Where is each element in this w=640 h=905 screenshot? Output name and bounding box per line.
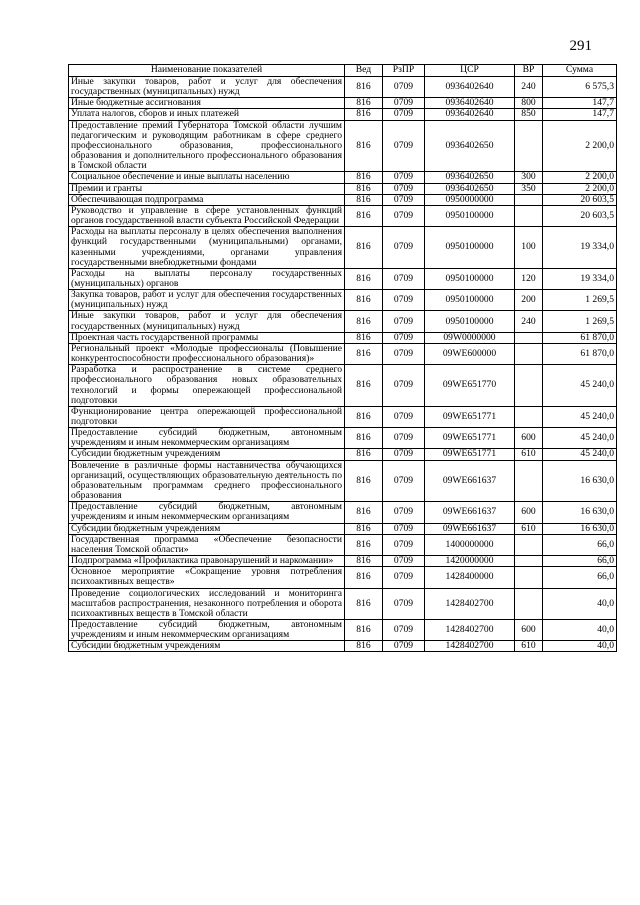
cell-csr: 1420000000: [425, 556, 515, 567]
cell-rzpr: 0709: [383, 343, 425, 364]
cell-name: Предоставление субсидий бюджетным, автономным учреждениям и иным некоммерческим организациям: [69, 502, 345, 523]
table-row: [69, 290, 617, 311]
cell-rzpr: 0709: [383, 194, 425, 205]
cell-csr: 1428400000: [425, 567, 515, 588]
cell-name: Разработка и распространение в системе среднего профессионального образования новых образовательных технологий и формы опережающей профессиональной подготовки: [69, 365, 345, 407]
cell-sum: 40,0: [543, 641, 617, 652]
cell-sum: 66,0: [543, 556, 617, 567]
cell-ved: 816: [345, 365, 383, 407]
cell-sum: 2 200,0: [543, 183, 617, 194]
cell-ved: 816: [345, 502, 383, 523]
cell-csr: 09WE651770: [425, 365, 515, 407]
cell-ved: 816: [345, 406, 383, 427]
cell-rzpr: 0709: [383, 98, 425, 109]
cell-ved: 816: [345, 332, 383, 343]
cell-vr: 610: [515, 449, 543, 460]
cell-rzpr: 0709: [383, 460, 425, 502]
cell-rzpr: 0709: [383, 268, 425, 289]
cell-sum: 2 200,0: [543, 172, 617, 183]
cell-ved: 816: [345, 311, 383, 332]
table-row: [69, 77, 617, 98]
cell-ved: 816: [345, 556, 383, 567]
cell-name: Расходы на выплаты персоналу государственных (муниципальных) органов: [69, 268, 345, 289]
header-row: [69, 65, 617, 77]
cell-vr: 240: [515, 311, 543, 332]
cell-vr: [515, 567, 543, 588]
table-row: [69, 556, 617, 567]
cell-sum: 147,7: [543, 98, 617, 109]
cell-sum: 66,0: [543, 534, 617, 555]
cell-rzpr: 0709: [383, 172, 425, 183]
cell-vr: [515, 556, 543, 567]
cell-rzpr: 0709: [383, 77, 425, 98]
table-row: [69, 428, 617, 449]
cell-sum: 1 269,5: [543, 290, 617, 311]
cell-csr: 09WE651771: [425, 449, 515, 460]
cell-rzpr: 0709: [383, 227, 425, 269]
cell-sum: 40,0: [543, 619, 617, 640]
cell-vr: [515, 343, 543, 364]
cell-vr: 240: [515, 77, 543, 98]
table-row: [69, 120, 617, 172]
cell-rzpr: 0709: [383, 619, 425, 640]
cell-csr: 09W0000000: [425, 332, 515, 343]
header-sum: Сумма: [543, 65, 617, 77]
table-row: [69, 460, 617, 502]
cell-sum: 61 870,0: [543, 332, 617, 343]
cell-vr: [515, 120, 543, 172]
cell-csr: 0950100000: [425, 227, 515, 269]
cell-ved: 816: [345, 534, 383, 555]
table-row: [69, 98, 617, 109]
table-row: [69, 332, 617, 343]
cell-csr: 09WE651771: [425, 406, 515, 427]
cell-name: Субсидии бюджетным учреждениям: [69, 523, 345, 534]
table-header: [69, 65, 617, 77]
cell-rzpr: 0709: [383, 567, 425, 588]
header-name: Наименование показателей: [69, 65, 345, 77]
cell-vr: 350: [515, 183, 543, 194]
cell-name: Социальное обеспечение и иные выплаты населению: [69, 172, 345, 183]
cell-ved: 816: [345, 194, 383, 205]
cell-rzpr: 0709: [383, 534, 425, 555]
cell-csr: 0950100000: [425, 268, 515, 289]
cell-rzpr: 0709: [383, 449, 425, 460]
cell-name: Субсидии бюджетным учреждениям: [69, 641, 345, 652]
header-ved: Вед: [345, 65, 383, 77]
cell-name: Проведение социологических исследований и мониторинга масштабов распространения, незаконного потребления и оборота психоактивных веществ в Томской области: [69, 588, 345, 619]
cell-name: Основное мероприятие «Сокращение уровня потребления психоактивных веществ»: [69, 567, 345, 588]
cell-sum: 147,7: [543, 109, 617, 120]
cell-vr: 120: [515, 268, 543, 289]
cell-name: Региональный проект «Молодые профессионалы (Повышение конкурентоспособности профессионального образования)»: [69, 343, 345, 364]
cell-sum: 19 334,0: [543, 227, 617, 269]
cell-sum: 16 630,0: [543, 460, 617, 502]
cell-rzpr: 0709: [383, 523, 425, 534]
cell-ved: 816: [345, 641, 383, 652]
page-number: 291: [569, 38, 592, 54]
cell-vr: [515, 460, 543, 502]
cell-csr: 0950100000: [425, 311, 515, 332]
cell-name: Иные бюджетные ассигнования: [69, 98, 345, 109]
cell-ved: 816: [345, 227, 383, 269]
cell-vr: [515, 365, 543, 407]
cell-vr: [515, 332, 543, 343]
table-row: [69, 183, 617, 194]
cell-csr: 09WE651771: [425, 428, 515, 449]
cell-ved: 816: [345, 619, 383, 640]
cell-name: Руководство и управление в сфере установленных функций органов государственной власти субъекта Российской Федерации: [69, 205, 345, 226]
cell-vr: 300: [515, 172, 543, 183]
cell-name: Премии и гранты: [69, 183, 345, 194]
cell-name: Проектная часть государственной программы: [69, 332, 345, 343]
cell-ved: 816: [345, 588, 383, 619]
cell-rzpr: 0709: [383, 365, 425, 407]
cell-vr: [515, 194, 543, 205]
cell-ved: 816: [345, 428, 383, 449]
cell-name: Предоставление премий Губернатора Томской области лучшим педагогическим и руководящим работникам в сфере среднего профессионального образования, профессионального образования и дополнительного профессионального образования в Томской области: [69, 120, 345, 172]
cell-csr: 0936402650: [425, 172, 515, 183]
cell-csr: 1428402700: [425, 619, 515, 640]
cell-sum: 20 603,5: [543, 194, 617, 205]
cell-csr: 0936402650: [425, 120, 515, 172]
cell-name: Вовлечение в различные формы наставничества обучающихся организаций, осуществляющих образовательную деятельность по образовательным программам среднего профессионального образования: [69, 460, 345, 502]
table-row: [69, 268, 617, 289]
cell-ved: 816: [345, 449, 383, 460]
cell-name: Предоставление субсидий бюджетным, автономным учреждениям и иным некоммерческим организациям: [69, 428, 345, 449]
header-vr: ВР: [515, 65, 543, 77]
cell-sum: 1 269,5: [543, 311, 617, 332]
cell-name: Предоставление субсидий бюджетным, автономным учреждениям и иным некоммерческим организациям: [69, 619, 345, 640]
cell-vr: 610: [515, 641, 543, 652]
cell-sum: 66,0: [543, 567, 617, 588]
cell-csr: 1428402700: [425, 641, 515, 652]
cell-name: Государственная программа «Обеспечение безопасности населения Томской области»: [69, 534, 345, 555]
cell-ved: 816: [345, 172, 383, 183]
table-row: [69, 641, 617, 652]
cell-ved: 816: [345, 98, 383, 109]
cell-rzpr: 0709: [383, 332, 425, 343]
cell-rzpr: 0709: [383, 428, 425, 449]
table-row: [69, 588, 617, 619]
cell-rzpr: 0709: [383, 290, 425, 311]
cell-vr: 850: [515, 109, 543, 120]
cell-ved: 816: [345, 77, 383, 98]
cell-csr: 1400000000: [425, 534, 515, 555]
cell-rzpr: 0709: [383, 556, 425, 567]
cell-vr: 800: [515, 98, 543, 109]
cell-ved: 816: [345, 205, 383, 226]
table-row: [69, 205, 617, 226]
table-row: [69, 194, 617, 205]
cell-csr: 09WE661637: [425, 460, 515, 502]
cell-vr: 610: [515, 523, 543, 534]
cell-vr: [515, 534, 543, 555]
table-row: [69, 523, 617, 534]
cell-csr: 0936402650: [425, 183, 515, 194]
cell-name: Иные закупки товаров, работ и услуг для обеспечения государственных (муниципальных) нужд: [69, 77, 345, 98]
table-row: [69, 449, 617, 460]
cell-name: Обеспечивающая подпрограмма: [69, 194, 345, 205]
cell-name: Расходы на выплаты персоналу в целях обеспечения выполнения функций государственными (муниципальными) органами, казенными учреждениями, органами управления государственными внебюджетными фондами: [69, 227, 345, 269]
cell-csr: 1428402700: [425, 588, 515, 619]
cell-ved: 816: [345, 343, 383, 364]
cell-csr: 0950100000: [425, 205, 515, 226]
cell-csr: 0950000000: [425, 194, 515, 205]
table-row: [69, 534, 617, 555]
cell-rzpr: 0709: [383, 502, 425, 523]
cell-vr: 100: [515, 227, 543, 269]
cell-name: Субсидии бюджетным учреждениям: [69, 449, 345, 460]
cell-csr: 09WE661637: [425, 523, 515, 534]
cell-name: Закупка товаров, работ и услуг для обеспечения государственных (муниципальных) нужд: [69, 290, 345, 311]
table-row: [69, 502, 617, 523]
table-row: [69, 365, 617, 407]
cell-rzpr: 0709: [383, 120, 425, 172]
cell-sum: 40,0: [543, 588, 617, 619]
cell-vr: [515, 205, 543, 226]
cell-csr: 09WE600000: [425, 343, 515, 364]
cell-sum: 45 240,0: [543, 406, 617, 427]
cell-ved: 816: [345, 183, 383, 194]
cell-sum: 45 240,0: [543, 428, 617, 449]
cell-vr: [515, 588, 543, 619]
cell-sum: 16 630,0: [543, 502, 617, 523]
cell-ved: 816: [345, 460, 383, 502]
cell-ved: 816: [345, 290, 383, 311]
cell-rzpr: 0709: [383, 588, 425, 619]
cell-name: Функционирование центра опережающей профессиональной подготовки: [69, 406, 345, 427]
cell-rzpr: 0709: [383, 183, 425, 194]
table-row: [69, 109, 617, 120]
cell-sum: 2 200,0: [543, 120, 617, 172]
cell-csr: 09WE661637: [425, 502, 515, 523]
header-rzpr: РзПР: [383, 65, 425, 77]
cell-csr: 0936402640: [425, 109, 515, 120]
table-row: [69, 619, 617, 640]
cell-vr: [515, 406, 543, 427]
table-row: [69, 227, 617, 269]
cell-vr: 200: [515, 290, 543, 311]
cell-sum: 20 603,5: [543, 205, 617, 226]
table-body: [69, 77, 617, 652]
cell-vr: 600: [515, 428, 543, 449]
cell-ved: 816: [345, 109, 383, 120]
cell-ved: 816: [345, 523, 383, 534]
cell-rzpr: 0709: [383, 109, 425, 120]
table-row: [69, 406, 617, 427]
table-row: [69, 311, 617, 332]
cell-ved: 816: [345, 268, 383, 289]
cell-name: Подпрограмма «Профилактика правонарушений и наркомании»: [69, 556, 345, 567]
cell-vr: 600: [515, 502, 543, 523]
table-row: [69, 343, 617, 364]
cell-rzpr: 0709: [383, 406, 425, 427]
cell-sum: 61 870,0: [543, 343, 617, 364]
cell-sum: 19 334,0: [543, 268, 617, 289]
cell-vr: 600: [515, 619, 543, 640]
cell-csr: 0950100000: [425, 290, 515, 311]
budget-table: [68, 64, 617, 652]
cell-sum: 16 630,0: [543, 523, 617, 534]
cell-sum: 6 575,3: [543, 77, 617, 98]
header-csr: ЦСР: [425, 65, 515, 77]
cell-sum: 45 240,0: [543, 449, 617, 460]
cell-ved: 816: [345, 120, 383, 172]
cell-rzpr: 0709: [383, 205, 425, 226]
table-row: [69, 172, 617, 183]
cell-name: Иные закупки товаров, работ и услуг для обеспечения государственных (муниципальных) нужд: [69, 311, 345, 332]
cell-sum: 45 240,0: [543, 365, 617, 407]
cell-rzpr: 0709: [383, 311, 425, 332]
cell-csr: 0936402640: [425, 98, 515, 109]
cell-name: Уплата налогов, сборов и иных платежей: [69, 109, 345, 120]
cell-ved: 816: [345, 567, 383, 588]
cell-csr: 0936402640: [425, 77, 515, 98]
cell-rzpr: 0709: [383, 641, 425, 652]
table-row: [69, 567, 617, 588]
